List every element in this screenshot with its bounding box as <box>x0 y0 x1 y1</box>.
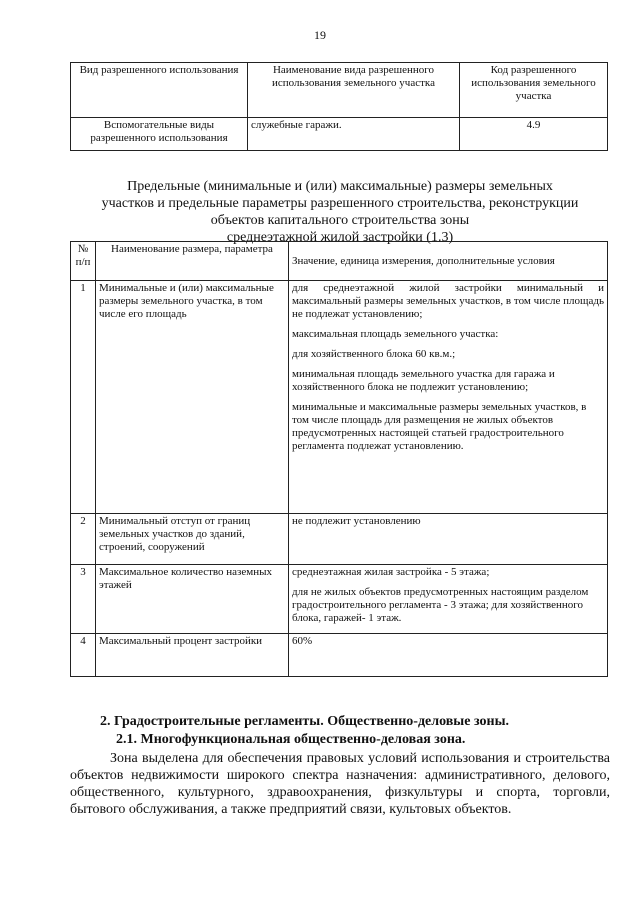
table-row <box>71 118 608 151</box>
value-line: для хозяйственного блока 60 кв.м.; <box>292 348 456 360</box>
header-number: № п/п <box>71 242 96 281</box>
row-parameter-name: Минимальные и (или) максимальные размеры земельного участка, в том числе его площадь <box>96 281 289 514</box>
table-header-row <box>71 242 608 281</box>
page-number: 19 <box>314 28 326 42</box>
row-parameter-value <box>289 634 608 677</box>
section-heading: 2. Градостроительные регламенты. Общественно-деловые зоны. <box>100 714 509 729</box>
value-line: для не жилых объектов предусмотренных настоящим разделом градостроительного регламента - 3 этажа; для хозяйственного блока, гаражей- 1 этаж. <box>292 586 589 624</box>
row-number: 1 <box>71 281 96 514</box>
row-number: 4 <box>71 634 96 677</box>
table-row <box>71 514 608 565</box>
value-line: среднеэтажная жилая застройка - 5 этажа; <box>292 566 490 578</box>
row-parameter-value <box>289 514 608 565</box>
value-line: 60% <box>292 635 313 647</box>
zone-description-paragraph <box>70 750 610 818</box>
row-parameter-name: Максимальное количество наземных этажей <box>96 565 289 634</box>
row-number: 2 <box>71 514 96 565</box>
section-title-line: участков и предельные параметры разрешенного строительства, реконструкции <box>101 196 579 211</box>
permitted-use-table <box>70 62 608 151</box>
section-title-line: среднеэтажной жилой застройки (1.3) <box>226 230 454 245</box>
row-number: 3 <box>71 565 96 634</box>
value-line: для среднеэтажной жилой застройки минимальный и максимальный размеры земельных участков, в том числе площадь не подлежат установлению; <box>292 282 604 320</box>
table-row <box>71 565 608 634</box>
header-parameter-name: Наименование размера, параметра <box>96 242 289 281</box>
subsection-heading: 2.1. Многофункциональная общественно-деловая зона. <box>116 732 466 747</box>
section-title <box>70 178 610 246</box>
cell-use-type: Вспомогательные виды разрешенного использования <box>71 118 248 151</box>
cell-use-name: служебные гаражи. <box>248 118 460 151</box>
section-title-line: объектов капитального строительства зоны <box>210 213 470 228</box>
cell-use-code: 4.9 <box>460 118 608 151</box>
value-line: минимальные и максимальные размеры земельных участков, в том числе площадь для размещения не жилых объектов предусмотренных настоящей статьей градостроительного регламента подлежат установлению. <box>292 401 587 452</box>
value-line: максимальная площадь земельного участка: <box>292 328 499 340</box>
paragraph-text: Зона выделена для обеспечения правовых условий использования и строительства объектов недвижимости широкого спектра назначения: административного, делового, общественного, культурного, здравоохранения, физкультуры и спорта, торговли, бытового обслуживания, а также предприятий связи, культовых объектов. <box>70 751 610 817</box>
header-use-code: Код разрешенного использования земельного участка <box>460 63 608 118</box>
header-parameter-value: Значение, единица измерения, дополнительные условия <box>289 242 608 281</box>
parameters-table <box>70 241 608 677</box>
value-line: минимальная площадь земельного участка для гаража и хозяйственного блока не подлежит установлению; <box>292 368 555 393</box>
row-parameter-name: Максимальный процент застройки <box>96 634 289 677</box>
section-title-line: Предельные (минимальные и (или) максимальные) размеры земельных <box>127 179 553 194</box>
row-parameter-value <box>289 281 608 514</box>
row-parameter-value <box>289 565 608 634</box>
table-header-row <box>71 63 608 118</box>
value-line: не подлежит установлению <box>292 515 421 527</box>
header-use-type: Вид разрешенного использования <box>71 63 248 118</box>
table-row <box>71 634 608 677</box>
row-parameter-name: Минимальный отступ от границ земельных участков до зданий, строений, сооружений <box>96 514 289 565</box>
table-row <box>71 281 608 514</box>
header-use-name: Наименование вида разрешенного использования земельного участка <box>248 63 460 118</box>
